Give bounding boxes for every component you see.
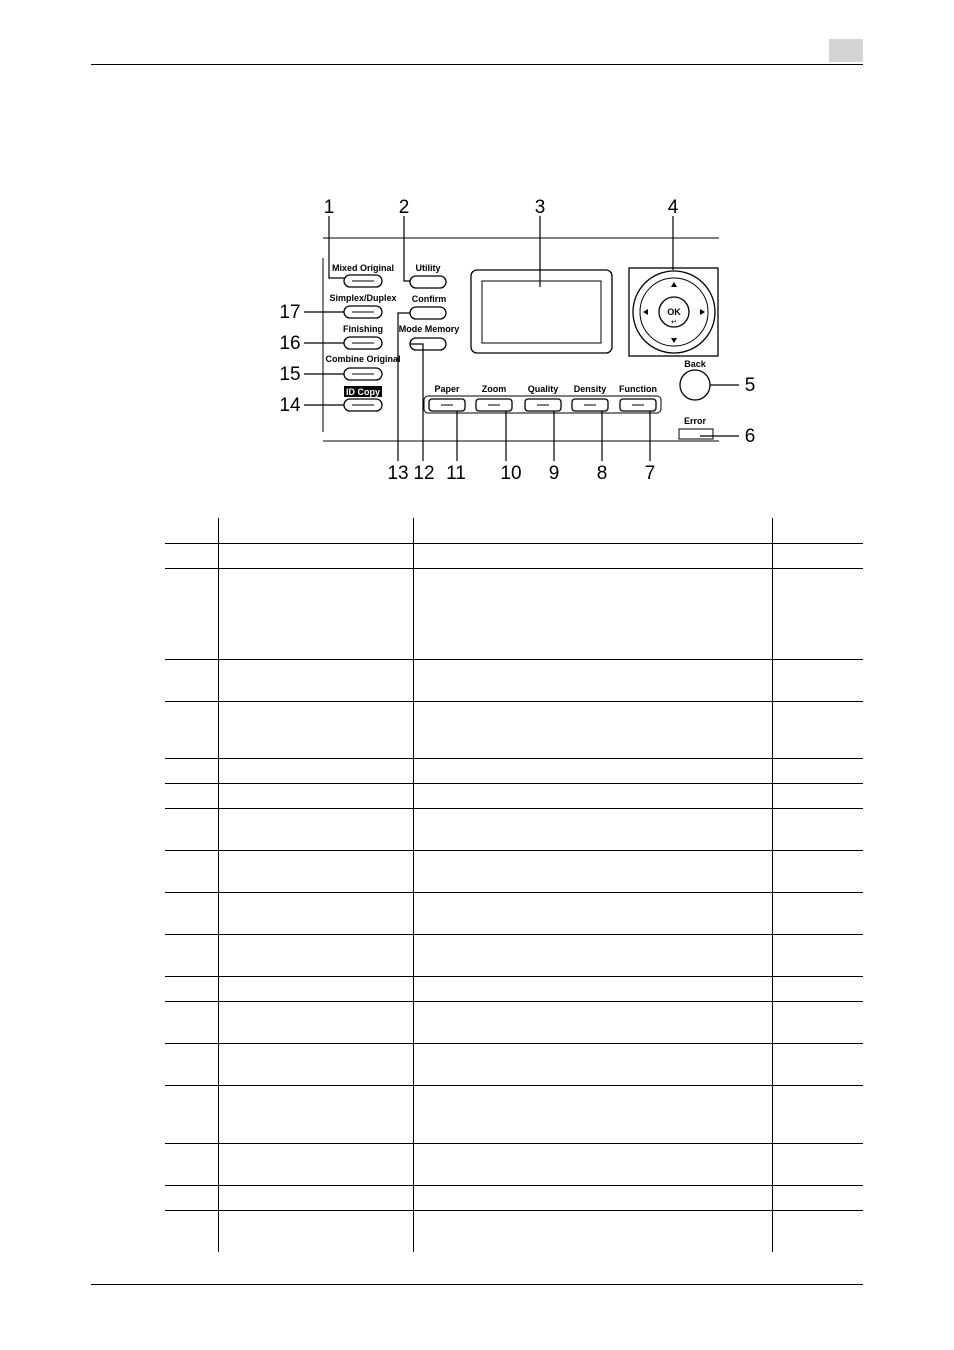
combine-original-button[interactable] xyxy=(325,354,400,380)
confirm-button[interactable] xyxy=(410,294,446,319)
table-cell xyxy=(772,1144,863,1186)
table-row xyxy=(165,1211,863,1253)
table-row xyxy=(165,977,863,1002)
table-cell xyxy=(218,569,413,660)
table-cell xyxy=(413,569,772,660)
table-row xyxy=(165,569,863,660)
table-cell xyxy=(413,1002,772,1044)
callout-13: 13 xyxy=(387,463,409,484)
table-cell xyxy=(413,702,772,759)
callout-15: 15 xyxy=(279,364,301,385)
table-cell xyxy=(413,809,772,851)
table-cell xyxy=(218,1186,413,1211)
ok-button-label: OK xyxy=(667,307,681,317)
table-row xyxy=(165,809,863,851)
callout-14: 14 xyxy=(279,395,301,416)
table-cell xyxy=(165,1144,218,1186)
table-cell xyxy=(165,1086,218,1144)
svg-text:Confirm: Confirm xyxy=(411,294,447,304)
svg-text:Quality: Quality xyxy=(527,384,559,394)
table-cell xyxy=(413,1211,772,1253)
svg-text:Back: Back xyxy=(684,359,706,369)
table-cell xyxy=(218,935,413,977)
table-cell xyxy=(413,660,772,702)
svg-text:Finishing: Finishing xyxy=(343,324,383,334)
table-cell xyxy=(772,1086,863,1144)
table-row xyxy=(165,1144,863,1186)
finishing-button[interactable] xyxy=(343,324,383,349)
svg-text:Utility: Utility xyxy=(415,263,441,273)
table-cell xyxy=(772,977,863,1002)
table-cell xyxy=(413,977,772,1002)
callout-17: 17 xyxy=(279,302,301,323)
table-cell xyxy=(413,1086,772,1144)
table-row xyxy=(165,784,863,809)
table-row xyxy=(165,660,863,702)
table-cell xyxy=(413,851,772,893)
table-cell xyxy=(218,1002,413,1044)
svg-text:ID Copy: ID Copy xyxy=(345,387,381,397)
table-cell xyxy=(772,759,863,784)
callout-16: 16 xyxy=(279,333,301,354)
callout-8: 8 xyxy=(596,463,608,484)
back-button[interactable] xyxy=(680,359,710,400)
table-row xyxy=(165,1186,863,1211)
table-cell xyxy=(218,660,413,702)
table-row xyxy=(165,759,863,784)
table-cell xyxy=(218,759,413,784)
table-cell xyxy=(218,851,413,893)
table-header-row xyxy=(165,518,863,544)
table-cell xyxy=(772,1186,863,1211)
table-cell xyxy=(413,1186,772,1211)
lcd-display xyxy=(471,270,612,353)
table-cell xyxy=(772,1002,863,1044)
header-cell-no xyxy=(165,518,218,544)
table-row xyxy=(165,851,863,893)
mixed-original-button[interactable] xyxy=(332,263,394,287)
svg-text:Combine Original: Combine Original xyxy=(325,354,401,364)
svg-text:Density: Density xyxy=(573,384,607,394)
table-cell xyxy=(413,759,772,784)
table-cell xyxy=(772,935,863,977)
callout-5: 5 xyxy=(744,375,756,396)
table-cell xyxy=(218,544,413,569)
arrow-keypad[interactable] xyxy=(629,268,718,356)
density-button[interactable] xyxy=(572,384,608,411)
table-cell xyxy=(772,1211,863,1253)
header-cell-description xyxy=(413,518,772,544)
table-cell xyxy=(218,809,413,851)
zoom-button[interactable] xyxy=(476,384,512,411)
table-cell xyxy=(772,569,863,660)
svg-text:Function: Function xyxy=(619,384,657,394)
header-cell-name xyxy=(218,518,413,544)
table-cell xyxy=(413,893,772,935)
table-cell xyxy=(772,660,863,702)
callout-9: 9 xyxy=(548,463,560,484)
table-cell xyxy=(165,759,218,784)
svg-text:↵: ↵ xyxy=(671,318,677,326)
footer-rule xyxy=(91,1284,863,1285)
table-row xyxy=(165,1002,863,1044)
table-cell xyxy=(413,935,772,977)
callout-10: 10 xyxy=(500,463,522,484)
table-cell xyxy=(165,784,218,809)
table-cell xyxy=(218,893,413,935)
svg-text:Mode Memory: Mode Memory xyxy=(398,324,460,334)
simplex-duplex-button[interactable] xyxy=(329,293,396,318)
table-cell xyxy=(165,977,218,1002)
table-cell xyxy=(165,569,218,660)
svg-text:Mixed Original: Mixed Original xyxy=(331,263,395,273)
table-row xyxy=(165,544,863,569)
table-cell xyxy=(413,1044,772,1086)
header-cell-reference xyxy=(772,518,863,544)
callout-4: 4 xyxy=(667,197,679,218)
utility-button[interactable] xyxy=(410,263,446,288)
table-cell xyxy=(165,1211,218,1253)
callout-6: 6 xyxy=(744,426,756,447)
table-cell xyxy=(165,893,218,935)
table-cell xyxy=(218,1086,413,1144)
table-cell xyxy=(218,1144,413,1186)
table-cell xyxy=(772,809,863,851)
paper-button[interactable] xyxy=(429,384,465,411)
table-cell xyxy=(772,544,863,569)
callout-2: 2 xyxy=(398,197,410,218)
table-cell xyxy=(772,851,863,893)
table-cell xyxy=(218,1044,413,1086)
table-cell xyxy=(165,935,218,977)
table-row xyxy=(165,1044,863,1086)
table-cell xyxy=(165,1002,218,1044)
callout-11: 11 xyxy=(446,463,466,484)
table-cell xyxy=(413,1144,772,1186)
id-copy-button[interactable] xyxy=(344,386,382,411)
function-button[interactable] xyxy=(619,384,657,411)
table-cell xyxy=(772,784,863,809)
table-cell xyxy=(165,702,218,759)
table-row xyxy=(165,1086,863,1144)
table-row xyxy=(165,893,863,935)
table-cell xyxy=(165,1044,218,1086)
table-cell xyxy=(165,1186,218,1211)
table-row xyxy=(165,702,863,759)
callout-1: 1 xyxy=(323,197,335,218)
table-cell xyxy=(165,660,218,702)
table-cell xyxy=(218,977,413,1002)
table-cell xyxy=(772,1044,863,1086)
table-cell xyxy=(165,851,218,893)
table-body xyxy=(165,544,863,1253)
quality-button[interactable] xyxy=(525,384,561,411)
callout-12: 12 xyxy=(413,463,435,484)
table-cell xyxy=(413,544,772,569)
table-cell xyxy=(165,809,218,851)
table-row xyxy=(165,935,863,977)
table-cell xyxy=(772,893,863,935)
svg-text:Error: Error xyxy=(683,416,707,426)
callout-7: 7 xyxy=(644,463,656,484)
svg-text:Zoom: Zoom xyxy=(481,384,507,394)
svg-text:Simplex/Duplex: Simplex/Duplex xyxy=(329,293,397,303)
table-cell xyxy=(218,702,413,759)
callout-3: 3 xyxy=(534,197,546,218)
control-panel-diagram xyxy=(0,0,954,500)
table-cell xyxy=(772,702,863,759)
table-cell xyxy=(413,784,772,809)
mode-memory-button[interactable] xyxy=(399,324,460,350)
table-cell xyxy=(218,784,413,809)
svg-text:Paper: Paper xyxy=(434,384,460,394)
table-cell xyxy=(165,544,218,569)
control-panel-table xyxy=(165,518,863,1252)
table-cell xyxy=(218,1211,413,1253)
